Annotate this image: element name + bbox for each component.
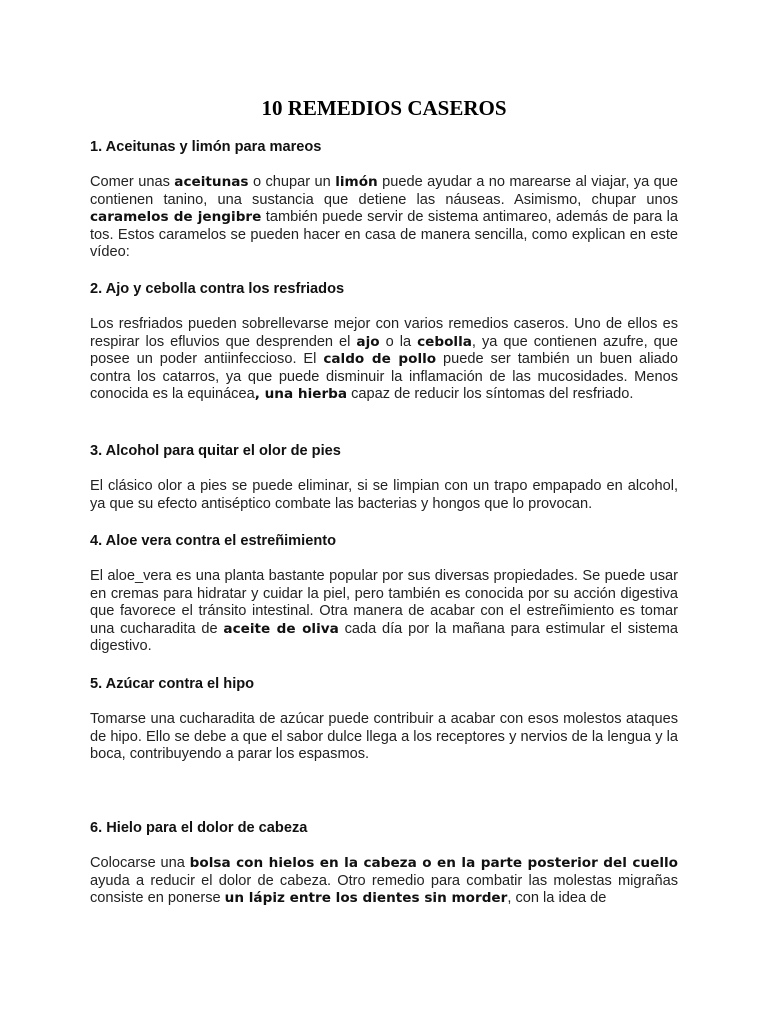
- section-heading: 4. Aloe vera contra el estreñimiento: [90, 533, 337, 549]
- section-paragraph: Tomarse una cucharadita de azúcar puede contribuir a acabar con esos molestos ataques de hipo. Ello se debe a que el sabor dulce llega a los receptores y nervios de la lengua y la boca, contribuyendo a parar los espasmos.: [90, 711, 678, 763]
- document-title: 10 REMEDIOS CASEROS: [261, 96, 507, 120]
- section-paragraph: Comer unas aceitunas o chupar un limón puede ayudar a no marearse al viajar, ya que contienen tanino, una sustancia que detiene las náuseas. Asimismo, chupar unos caramelos de jengibre también puede servir de sistema antimareo, además de para la tos. Estos caramelos se pueden hacer en casa de manera sencilla, como explican en este vídeo:: [90, 174, 678, 261]
- section-heading: 6. Hielo para el dolor de cabeza: [90, 820, 308, 836]
- section-heading: 1. Aceitunas y limón para mareos: [90, 139, 322, 155]
- section-paragraph: El clásico olor a pies se puede eliminar, si se limpian con un trapo empapado en alcohol, ya que su efecto antiséptico combate las bacterias y hongos que lo provocan.: [90, 478, 678, 512]
- section-paragraph: El aloe_vera es una planta bastante popular por sus diversas propiedades. Se puede usar en cremas para hidratar y cuidar la piel, pero también es conocida por su acción digestiva que favorece el tránsito intestinal. Otra manera de acabar con el estreñimiento es tomar una cucharadita de aceite de oliva cada día por la mañana para estimular el sistema digestivo.: [90, 568, 679, 655]
- document-page: [90, 0, 678, 1024]
- section-heading: 3. Alcohol para quitar el olor de pies: [90, 443, 341, 459]
- section-heading: 5. Azúcar contra el hipo: [90, 676, 255, 692]
- section-paragraph: Los resfriados pueden sobrellevarse mejor con varios remedios caseros. Uno de ellos es respirar los efluvios que desprenden el ajo o la cebolla, ya que contienen azufre, que posee un poder antiinfeccioso. El caldo de pollo puede ser también un buen aliado contra los catarros, ya que puede disminuir la inflamación de las mucosidades. Menos conocida es la equinácea, una hierba capaz de reducir los síntomas del resfriado.: [90, 316, 678, 403]
- section-paragraph: Colocarse una bolsa con hielos en la cabeza o en la parte posterior del cuello ayuda a reducir el dolor de cabeza. Otro remedio para combatir las molestas migrañas consiste en ponerse un lápiz entre los dientes sin morder, con la idea de: [90, 855, 678, 907]
- section-heading: 2. Ajo y cebolla contra los resfriados: [90, 281, 345, 297]
